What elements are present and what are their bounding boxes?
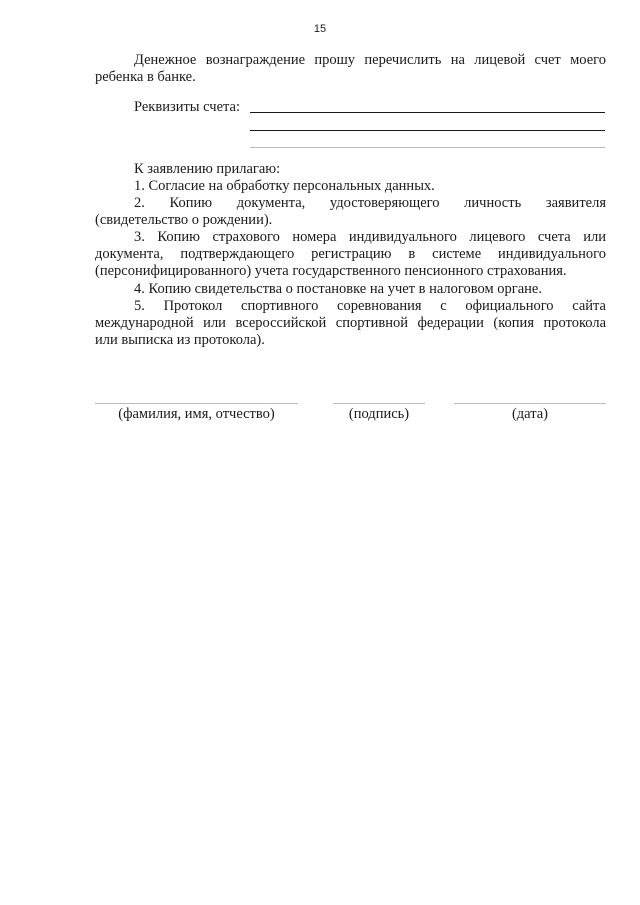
- requisites-blank-line: [250, 130, 605, 131]
- requisites-label: Реквизиты счета:: [134, 99, 241, 115]
- paragraph-line: ребенка в банке.: [95, 69, 196, 85]
- attachment-item: 2. Копию документа, удостоверяющего личность заявителя: [134, 195, 606, 211]
- attachments-intro: К заявлению прилагаю:: [134, 161, 281, 177]
- page-number: 15: [313, 23, 327, 35]
- attachment-item: 3. Копию страхового номера индивидуального лицевого счета или: [134, 229, 606, 245]
- requisites-blank-line: [250, 147, 605, 148]
- signature-caption: (подпись): [348, 406, 410, 422]
- date-blank-line: [454, 403, 606, 404]
- paragraph-line: Денежное вознаграждение прошу перечислить на лицевой счет моего: [134, 52, 606, 68]
- attachment-item-continuation: международной или всероссийской спортивной федерации (копия протокола: [95, 315, 606, 331]
- attachment-item-continuation: документа, подтверждающего регистрацию в системе индивидуального: [95, 246, 606, 262]
- attachment-item-continuation: (свидетельство о рождении).: [95, 212, 273, 228]
- attachment-item: 1. Согласие на обработку персональных данных.: [134, 178, 435, 194]
- attachment-item-continuation: или выписка из протокола).: [95, 332, 265, 348]
- attachment-item-continuation: (персонифицированного) учета государственного пенсионного страхования.: [95, 263, 567, 279]
- name-blank-line: [95, 403, 298, 404]
- signature-blank-line: [333, 403, 425, 404]
- name-caption: (фамилия, имя, отчество): [118, 406, 275, 422]
- attachment-item: 4. Копию свидетельства о постановке на учет в налоговом органе.: [134, 281, 542, 297]
- date-caption: (дата): [511, 406, 549, 422]
- requisites-blank-line: [250, 112, 605, 113]
- attachment-item: 5. Протокол спортивного соревнования с официального сайта: [134, 298, 606, 314]
